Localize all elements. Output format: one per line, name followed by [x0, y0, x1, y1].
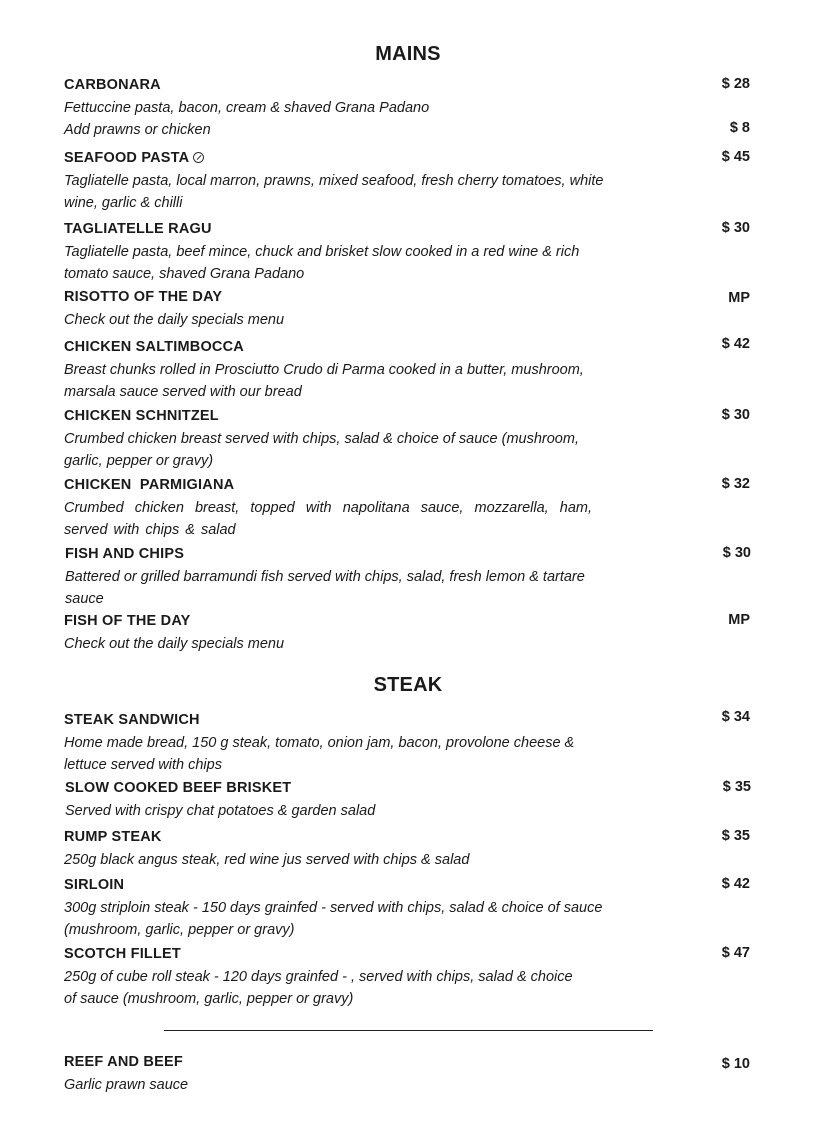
item-name: RISOTTO OF THE DAY — [64, 289, 223, 305]
menu-item-carbonara — [64, 76, 752, 120]
item-price: $ 30 — [722, 545, 751, 561]
item-description: Tagliatelle pasta, beef mince, chuck and brisket slow cooked in a red wine & rich tomato sauce, shaved Grana Padano — [64, 244, 580, 282]
item-name: STEAK SANDWICH — [64, 712, 200, 728]
item-price: $ 30 — [721, 220, 750, 236]
item-name: SCOTCH FILLET — [64, 946, 181, 962]
item-price: MP — [728, 290, 750, 306]
item-description: Check out the daily specials menu — [64, 312, 285, 328]
item-name: CHICKEN SALTIMBOCCA — [64, 339, 244, 355]
menu-item-risotto — [64, 288, 752, 332]
item-price: $ 45 — [721, 149, 750, 165]
item-name: SEAFOOD PASTA — [64, 150, 190, 166]
item-description: Tagliatelle pasta, local marron, prawns, mixed seafood, fresh cherry tomatoes, white wine, garlic & chilli — [64, 173, 604, 211]
addon-text: Add prawns or chicken — [64, 122, 211, 138]
menu-item-rump-steak — [64, 828, 752, 872]
item-price: $ 35 — [722, 779, 751, 795]
menu-item-sirloin — [64, 876, 752, 941]
addon-price: $ 8 — [729, 120, 750, 136]
item-price: $ 35 — [721, 828, 750, 844]
item-price: $ 47 — [721, 945, 750, 961]
item-price: $ 10 — [721, 1056, 750, 1072]
menu-item-seafood-pasta — [64, 149, 752, 214]
item-price: $ 42 — [721, 336, 750, 352]
item-price: $ 30 — [721, 407, 750, 423]
item-price: $ 32 — [721, 476, 750, 492]
item-name: RUMP STEAK — [64, 829, 162, 845]
item-description: Breast chunks rolled in Prosciutto Crudo di Parma cooked in a butter, mushroom, marsala sauce served with our bread — [64, 362, 584, 400]
item-price: $ 34 — [721, 709, 750, 725]
menu-item-reef-and-beef — [64, 1053, 752, 1097]
menu-item-fish-of-the-day — [64, 612, 752, 656]
menu-item-scotch-fillet — [64, 945, 752, 1010]
item-name: SLOW COOKED BEEF BRISKET — [65, 780, 292, 796]
item-description: Check out the daily specials menu — [64, 636, 285, 652]
leaf-icon — [193, 152, 204, 163]
item-description: Crumbed chicken breast served with chips, salad & choice of sauce (mushroom, garlic, pepper or gravy) — [64, 431, 579, 469]
item-name: TAGLIATELLE RAGU — [64, 221, 212, 237]
item-description: 250g black angus steak, red wine jus served with chips & salad — [64, 852, 470, 868]
menu-item-fish-and-chips — [65, 545, 753, 610]
menu-item-chicken-schnitzel — [64, 407, 752, 472]
menu-addon — [64, 120, 752, 140]
item-name: CARBONARA — [64, 77, 161, 93]
item-description: 300g striploin steak - 150 days grainfed - served with chips, salad & choice of sauce (mushroom, garlic, pepper or gravy) — [64, 900, 603, 938]
item-description: Crumbed chicken breast, topped with napolitana sauce, mozzarella, ham, served with chips & salad — [64, 500, 592, 538]
item-price: $ 28 — [721, 76, 750, 92]
item-name: FISH AND CHIPS — [65, 546, 185, 562]
item-description: Fettuccine pasta, bacon, cream & shaved Grana Padano — [64, 100, 430, 116]
item-description: Served with crispy chat potatoes & garden salad — [65, 803, 376, 819]
menu-item-tagliatelle-ragu — [64, 220, 752, 285]
divider — [164, 1030, 653, 1031]
item-name: REEF AND BEEF — [64, 1054, 183, 1070]
mains-heading: MAINS — [375, 43, 441, 65]
item-name: CHICKEN PARMIGIANA — [64, 477, 235, 493]
item-description: Home made bread, 150 g steak, tomato, onion jam, bacon, provolone cheese & lettuce served with chips — [64, 735, 575, 773]
item-price: $ 42 — [721, 876, 750, 892]
item-name: FISH OF THE DAY — [64, 613, 191, 629]
menu-item-chicken-saltimbocca — [64, 338, 752, 403]
item-description: 250g of cube roll steak - 120 days grainfed - , served with chips, salad & choice of sauce (mushroom, garlic, pepper or gravy) — [64, 969, 573, 1007]
steak-heading: STEAK — [373, 674, 443, 696]
item-name: SIRLOIN — [64, 877, 125, 893]
item-description: Battered or grilled barramundi fish served with chips, salad, fresh lemon & tartare sauce — [65, 569, 585, 607]
item-description: Garlic prawn sauce — [64, 1077, 189, 1093]
menu-item-chicken-parmigiana — [64, 476, 752, 541]
menu-item-beef-brisket — [65, 779, 753, 823]
item-price: MP — [728, 612, 750, 628]
menu-item-steak-sandwich — [64, 711, 752, 776]
item-name: CHICKEN SCHNITZEL — [64, 408, 219, 424]
